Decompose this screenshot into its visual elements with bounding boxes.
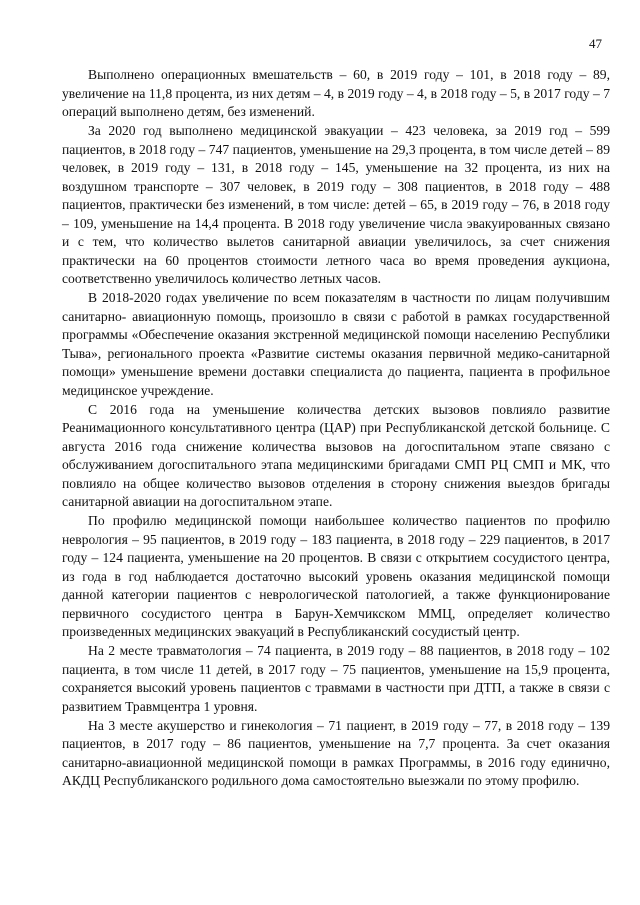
paragraph: Выполнено операционных вмешательств – 60, в 2019 году – 101, в 2018 году – 89, увеличение на 11,8 процента, из них детям – 4, в 2019 году – 4, в 2018 году – 5, в 2017 году – 7 операций выполнено детям, без изменений. [62,67,610,119]
paragraph: В 2018-2020 годах увеличение по всем показателям в частности по лицам получившим санитарно- авиационную помощь, произошло в связи с работой в рамках государственной программы «Обеспечение оказания экстренной медицинской помощи населению Республики Тыва», регионального проекта «Развитие системы оказания первичной медико-санитарной помощи» уменьшение времени доставки специалиста до пациента, пациента в профильное медицинское учреждение. [62,290,610,398]
page-number: 47 [589,36,602,51]
paragraph: На 2 месте травматология – 74 пациента, в 2019 году – 88 пациентов, в 2018 году – 102 пациента, в том числе 11 детей, в 2017 году – 75 пациентов, уменьшение на 15,9 процента, сохраняется высокий уровень пациентов с травмами в частности при ДТП, а также в связи с развитием Травмцентра 1 уровня. [62,643,610,714]
paragraph: По профилю медицинской помощи наибольшее количество пациентов по профилю неврология – 95 пациентов, в 2019 году – 183 пациента, в 2018 году – 229 пациентов, в 2017 году – 124 пациента, уменьшение на 20 процентов. В связи с открытием сосудистого центра, из года в год наблюдается достаточно высокий уровень оказания медицинской помощи данной категории пациентов с неврологической патологией, а также функционирование первичного сосудистого центра в Барун-Хемчикском ММЦ, определяет количество произведенных медицинских эвакуаций в Республиканский сосудистый центр. [62,513,610,639]
body-text [62,66,610,791]
paragraph: С 2016 года на уменьшение количества детских вызовов повлияло развитие Реанимационного консультативного центра (ЦАР) при Республиканской детской больнице. С августа 2016 года снижение количества вызовов на догоспитальном этапе связано с обслуживанием догоспитального этапа медицинскими бригадами СМП РЦ СМП и МК, что повлияло на общее количество вызовов отделения в сторону снижения выездов бригады санитарной авиации на догоспитальном этапе. [62,401,610,509]
paragraph: За 2020 год выполнено медицинской эвакуации – 423 человека, за 2019 год – 599 пациентов, в 2018 году – 747 пациентов, уменьшение на 29,3 процента, в том числе детей – 89 человек, в 2019 году – 131, в 2018 году – 145, уменьшение на 32 процента, из них на воздушном транспорте – 307 человек, в 2019 году – 308 пациентов, в 2018 году – 488 пациентов, практически без изменений, в том числе: детей – 65, в 2019 году – 76, в 2018 году – 109, уменьшение на 14,4 процента. В 2018 году увеличение числа эвакуированных связано и с тем, что количество вылетов санитарной авиации увеличилось, за счет снижения практически на 60 процентов стоимости летного часа во время проведения аукциона, соответственно увеличилось количество летных часов. [62,123,610,286]
paragraph: На 3 месте акушерство и гинекология – 71 пациент, в 2019 году – 77, в 2018 году – 139 пациентов, в 2017 году – 86 пациентов, уменьшение на 7,7 процента. За счет оказания санитарно-авиационной медицинской помощи в рамках Программы, в 2016 году единично, АКДЦ Республиканского родильного дома самостоятельно выезжали по этому профилю. [62,717,610,788]
